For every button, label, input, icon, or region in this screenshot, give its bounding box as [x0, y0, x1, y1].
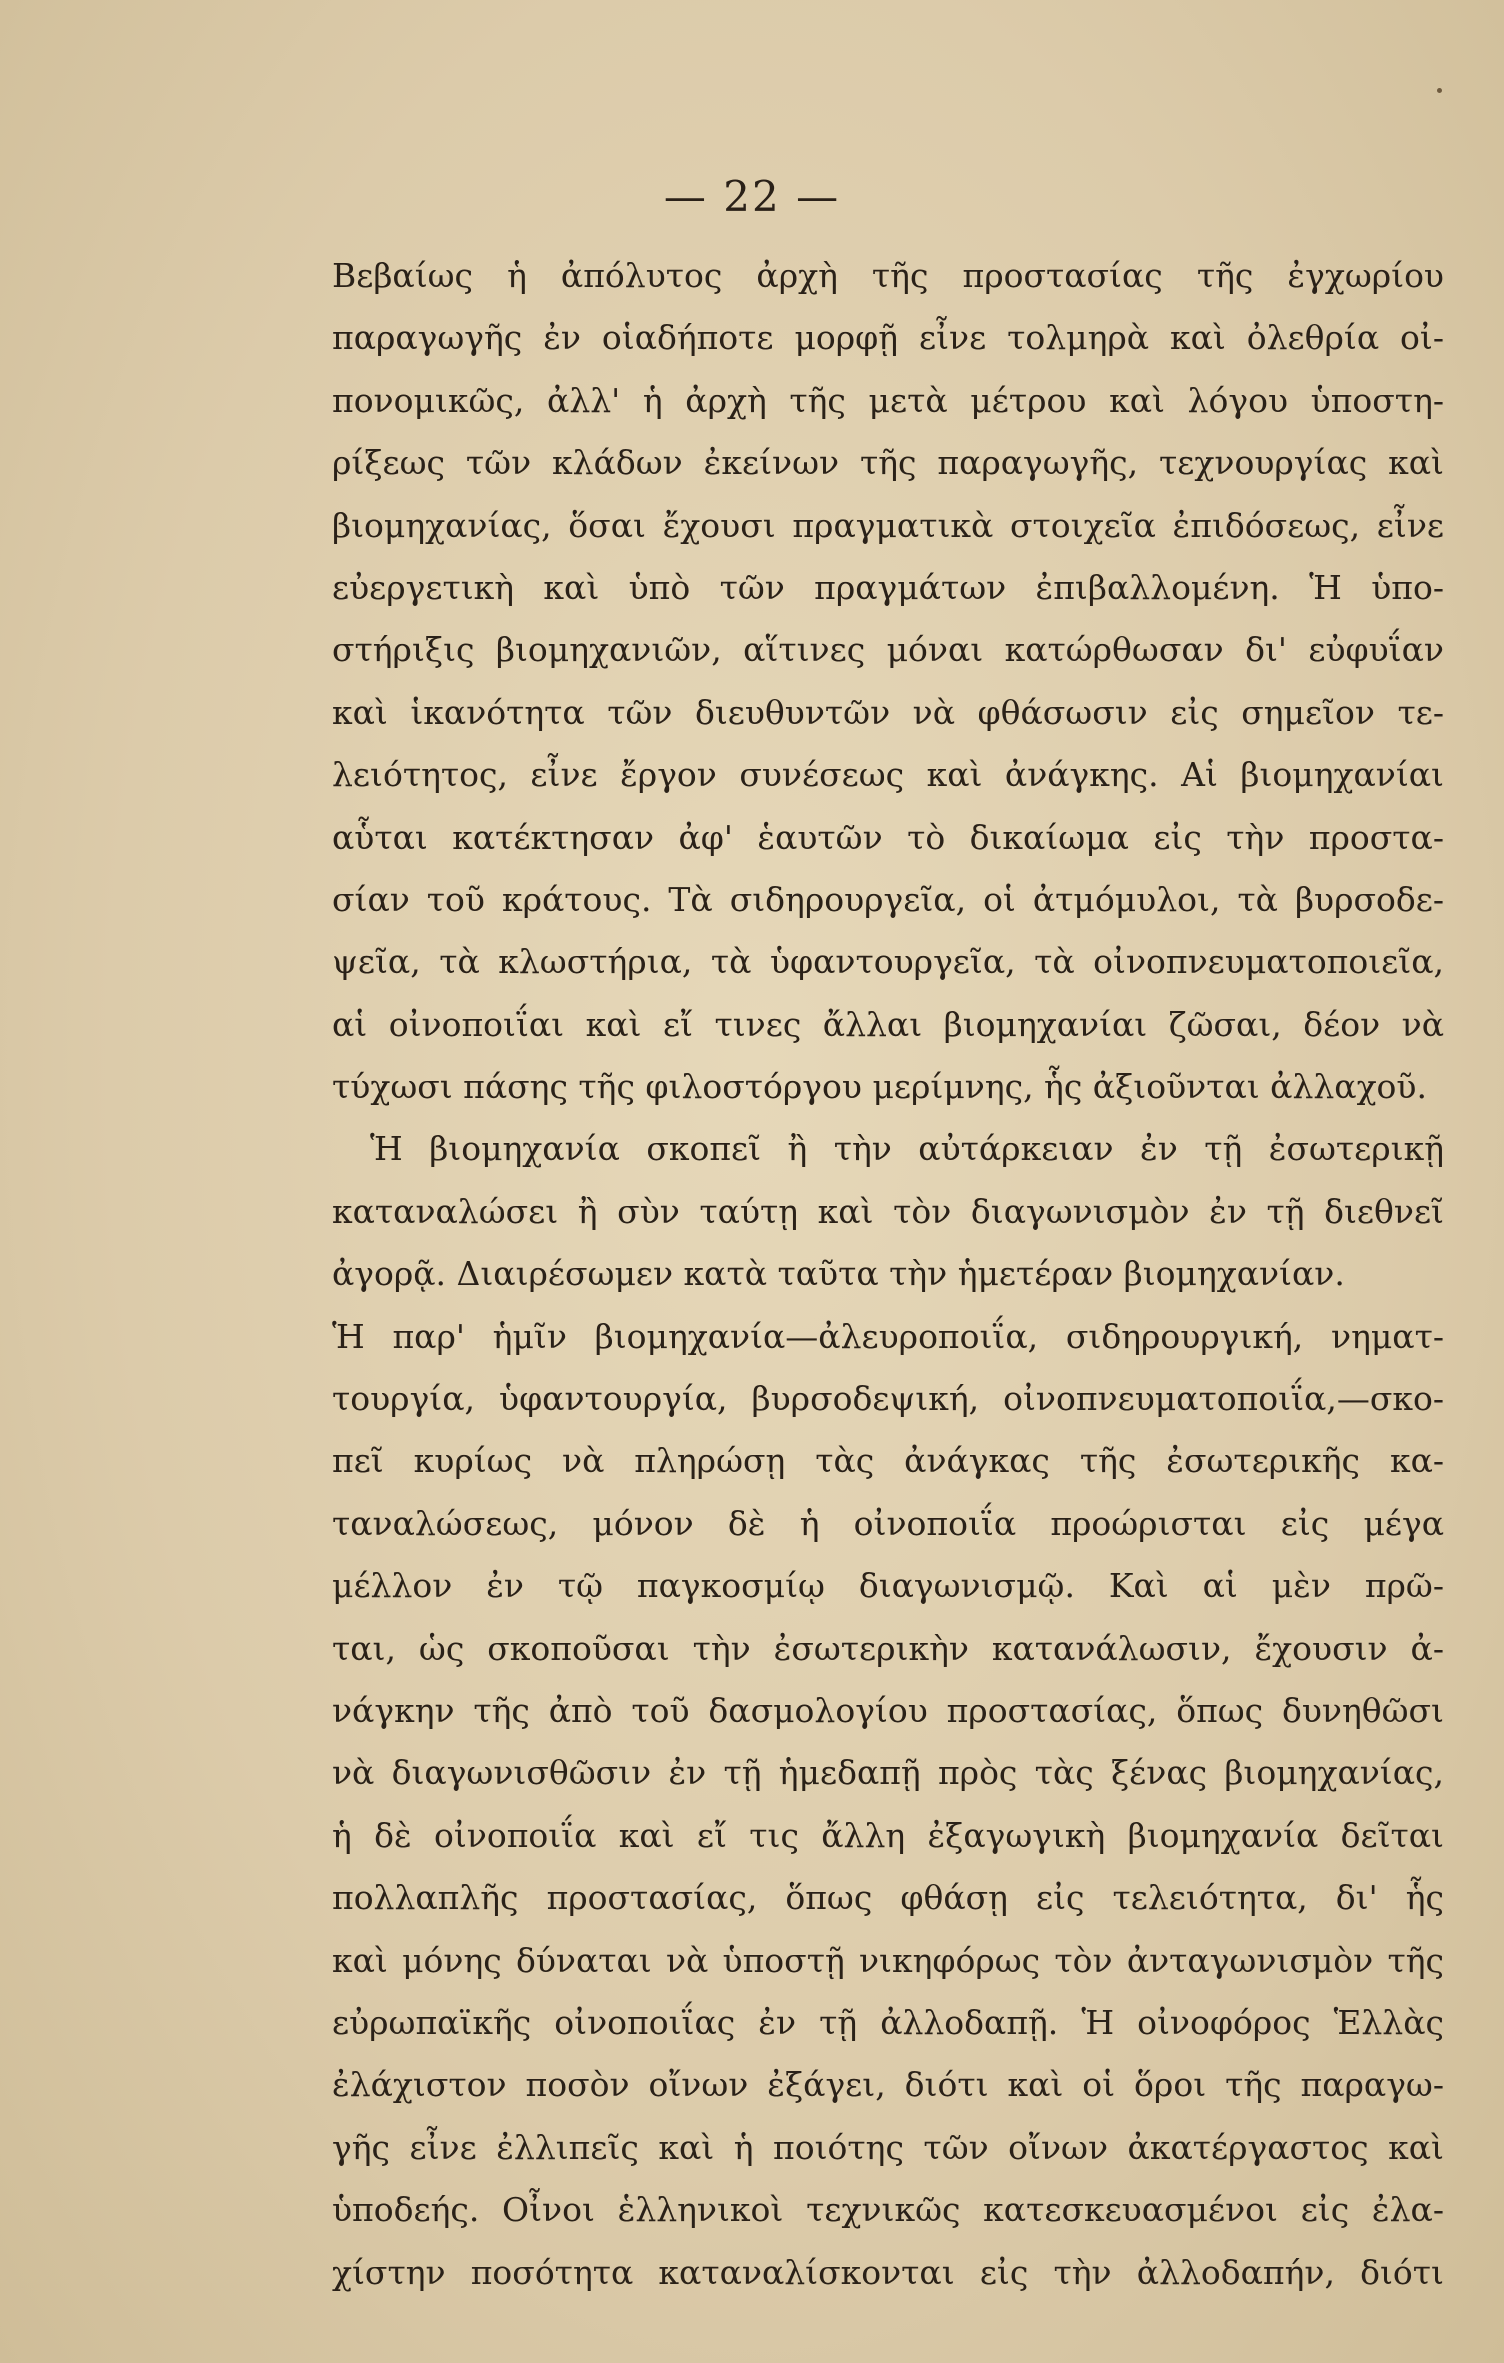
text-line: χίστην ποσότητα καταναλίσκονται εἰς τὴν ἀλλοδαπήν, διότι [332, 2252, 1444, 2292]
text-line: πεῖ κυρίως νὰ πληρώσῃ τὰς ἀνάγκας τῆς ἐσωτερικῆς κα- [332, 1441, 1444, 1481]
text-line: καὶ μόνης δύναται νὰ ὑποστῇ νικηφόρως τὸν ἀνταγωνισμὸν τῆς [332, 1940, 1444, 1980]
text-line: Βεβαίως ἡ ἀπόλυτος ἀρχὴ τῆς προστασίας τῆς ἐγχωρίου [332, 256, 1444, 295]
text-line: εὐρωπαϊκῆς οἰνοποιΐας ἐν τῇ ἀλλοδαπῇ. Ἡ οἰνοφόρος Ἑλλὰς [332, 2002, 1444, 2042]
text-line: μέλλον ἐν τῷ παγκοσμίῳ διαγωνισμῷ. Καὶ αἱ μὲν πρῶ- [332, 1566, 1444, 1606]
text-line: νάγκην τῆς ἀπὸ τοῦ δασμολογίου προστασίας, ὅπως δυνηθῶσι [332, 1690, 1444, 1730]
text-line: ρίξεως τῶν κλάδων ἐκείνων τῆς παραγωγῆς, τεχνουργίας καὶ [332, 443, 1444, 483]
text-line: ἀγορᾷ. Διαιρέσωμεν κατὰ ταῦτα τὴν ἡμετέραν βιομηχανίαν. [332, 1254, 1345, 1294]
text-line: ψεῖα, τὰ κλωστήρια, τὰ ὑφαντουργεῖα, τὰ οἰνοπνευματοποιεῖα, [332, 942, 1444, 982]
text-line: βιομηχανίας, ὅσαι ἔχουσι πραγματικὰ στοιχεῖα ἐπιδόσεως, εἶνε [332, 505, 1444, 545]
text-line: πονομικῶς, ἀλλ' ἡ ἀρχὴ τῆς μετὰ μέτρου καὶ λόγου ὑποστη- [332, 380, 1444, 420]
text-line: ταναλώσεως, μόνον δὲ ἡ οἰνοποιΐα προώρισται εἰς μέγα [332, 1503, 1444, 1543]
text-line: ὑποδεής. Οἶνοι ἑλληνικοὶ τεχνικῶς κατεσκευασμένοι εἰς ἐλα- [332, 2190, 1444, 2230]
text-line: ἡ δὲ οἰνοποιΐα καὶ εἴ τις ἄλλη ἐξαγωγικὴ βιομηχανία δεῖται [332, 1815, 1444, 1855]
text-line: σίαν τοῦ κράτους. Τὰ σιδηρουργεῖα, οἱ ἀτμόμυλοι, τὰ βυρσοδε- [332, 879, 1444, 919]
text-line: καταναλώσει ἢ σὺν ταύτῃ καὶ τὸν διαγωνισμὸν ἐν τῇ διεθνεῖ [332, 1191, 1444, 1231]
text-line: πολλαπλῆς προστασίας, ὅπως φθάσῃ εἰς τελειότητα, δι' ἧς [332, 1878, 1444, 1918]
text-line: λειότητος, εἶνε ἔργον συνέσεως καὶ ἀνάγκης. Αἱ βιομηχανίαι [332, 755, 1444, 795]
text-line: αὗται κατέκτησαν ἀφ' ἑαυτῶν τὸ δικαίωμα εἰς τὴν προστα- [332, 817, 1444, 857]
text-line: γῆς εἶνε ἐλλιπεῖς καὶ ἡ ποιότης τῶν οἴνων ἀκατέργαστος καὶ [332, 2127, 1444, 2167]
text-line: ἐλάχιστον ποσὸν οἴνων ἐξάγει, διότι καὶ οἱ ὅροι τῆς παραγω- [332, 2065, 1444, 2105]
text-line: νὰ διαγωνισθῶσιν ἐν τῇ ἡμεδαπῇ πρὸς τὰς ξένας βιομηχανίας, [332, 1753, 1444, 1793]
text-line: στήριξις βιομηχανιῶν, αἵτινες μόναι κατώρθωσαν δι' εὐφυΐαν [332, 630, 1444, 670]
text-line: καὶ ἱκανότητα τῶν διευθυντῶν νὰ φθάσωσιν εἰς σημεῖον τε- [332, 692, 1444, 732]
text-line: ται, ὡς σκοποῦσαι τὴν ἐσωτερικὴν κατανάλωσιν, ἔχουσιν ἀ- [332, 1628, 1444, 1668]
text-line: παραγωγῆς ἐν οἱαδήποτε μορφῇ εἶνε τολμηρὰ καὶ ὀλεθρία οἰ- [332, 318, 1444, 358]
text-line: τύχωσι πάσης τῆς φιλοστόργου μερίμνης, ἧς ἀξιοῦνται ἀλλαχοῦ. [332, 1067, 1427, 1107]
page-number: — 22 — [663, 172, 841, 221]
text-line: Ἡ βιομηχανία σκοπεῖ ἢ τὴν αὐτάρκειαν ἐν τῇ ἐσωτερικῇ [370, 1129, 1444, 1169]
paper-speck [1437, 88, 1442, 93]
body-text [332, 245, 1444, 2304]
text-line: Ἡ παρ' ἡμῖν βιομηχανία—ἀλευροποιΐα, σιδηρουργική, νηματ- [332, 1316, 1444, 1356]
text-line: αἱ οἰνοποιΐαι καὶ εἴ τινες ἄλλαι βιομηχανίαι ζῶσαι, δέον νὰ [332, 1004, 1444, 1044]
text-line: τουργία, ὑφαντουργία, βυρσοδεψική, οἰνοπνευματοποιΐα,—σκο- [332, 1379, 1444, 1419]
text-line: εὐεργετικὴ καὶ ὑπὸ τῶν πραγμάτων ἐπιβαλλομένη. Ἡ ὑπο- [332, 567, 1444, 607]
